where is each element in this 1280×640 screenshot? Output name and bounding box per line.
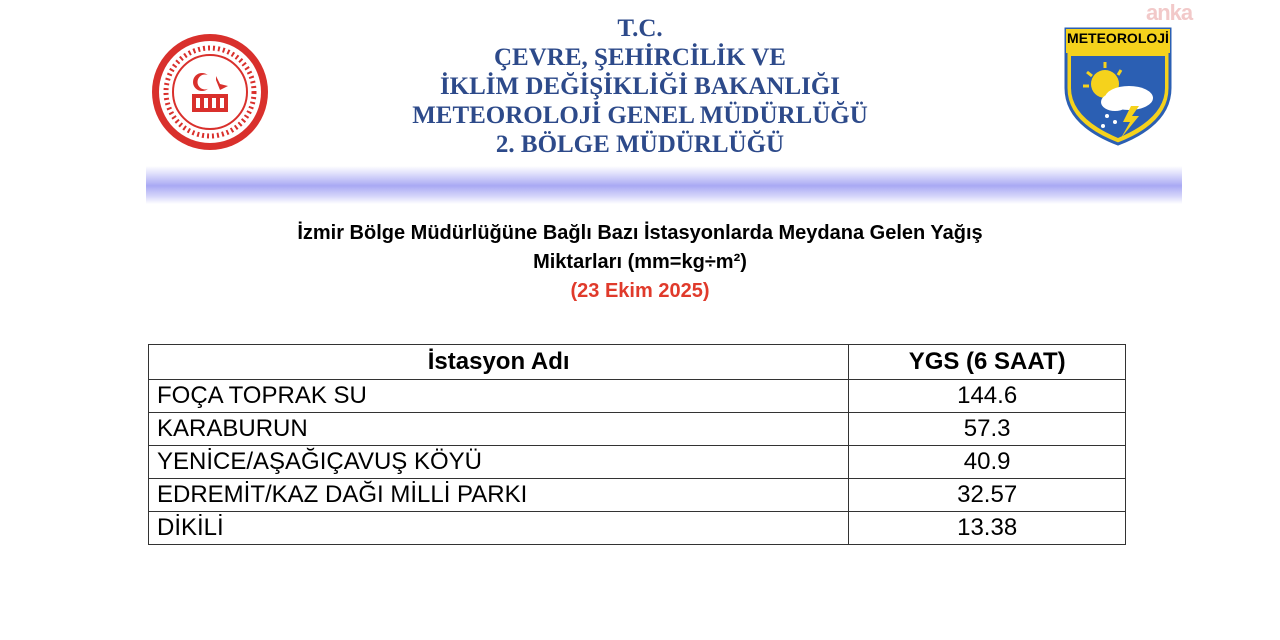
rainfall-value: 57.3: [849, 413, 1126, 446]
ministry-header: [320, 14, 960, 159]
title-line-2: Miktarları (mm=kg÷m²): [533, 251, 747, 273]
table-row: [149, 446, 1126, 479]
report-title: [140, 219, 1140, 306]
anka-watermark: anka: [1146, 0, 1193, 25]
rainfall-value: 40.9: [849, 446, 1126, 479]
column-header-ygs: YGS (6 SAAT): [849, 345, 1126, 380]
header-line-ministry-1: ÇEVRE, ŞEHİRCİLİK VE: [494, 44, 786, 71]
column-header-station: İstasyon Adı: [149, 345, 849, 380]
logo-label: METEOROLOJİ: [1067, 30, 1169, 46]
rainfall-value: 144.6: [849, 380, 1126, 413]
table-row: [149, 380, 1126, 413]
station-name: YENİCE/AŞAĞIÇAVUŞ KÖYÜ: [149, 446, 849, 479]
station-name: KARABURUN: [149, 413, 849, 446]
station-name: DİKİLİ: [149, 512, 849, 545]
station-name: EDREMİT/KAZ DAĞI MİLLİ PARKI: [149, 479, 849, 512]
title-line-1: İzmir Bölge Müdürlüğüne Bağlı Bazı İstasyonlarda Meydana Gelen Yağış: [297, 222, 983, 244]
header-divider-band: [146, 166, 1182, 204]
table-header-row: [149, 345, 1126, 380]
table-row: [149, 479, 1126, 512]
rainfall-value: 13.38: [849, 512, 1126, 545]
station-name: FOÇA TOPRAK SU: [149, 380, 849, 413]
rainfall-table: [148, 344, 1126, 545]
header-line-ministry-2: İKLİM DEĞİŞİKLİĞİ BAKANLIĞI: [439, 73, 841, 100]
header-line-directorate: METEOROLOJİ GENEL MÜDÜRLÜĞÜ: [412, 102, 868, 129]
table-row: [149, 512, 1126, 545]
rainfall-value: 32.57: [849, 479, 1126, 512]
header-line-region: 2. BÖLGE MÜDÜRLÜĞÜ: [495, 131, 785, 158]
header-line-tc: T.C.: [617, 15, 663, 42]
table-row: [149, 413, 1126, 446]
report-date: (23 Ekim 2025): [570, 280, 710, 302]
ministry-seal-logo: [150, 32, 270, 152]
